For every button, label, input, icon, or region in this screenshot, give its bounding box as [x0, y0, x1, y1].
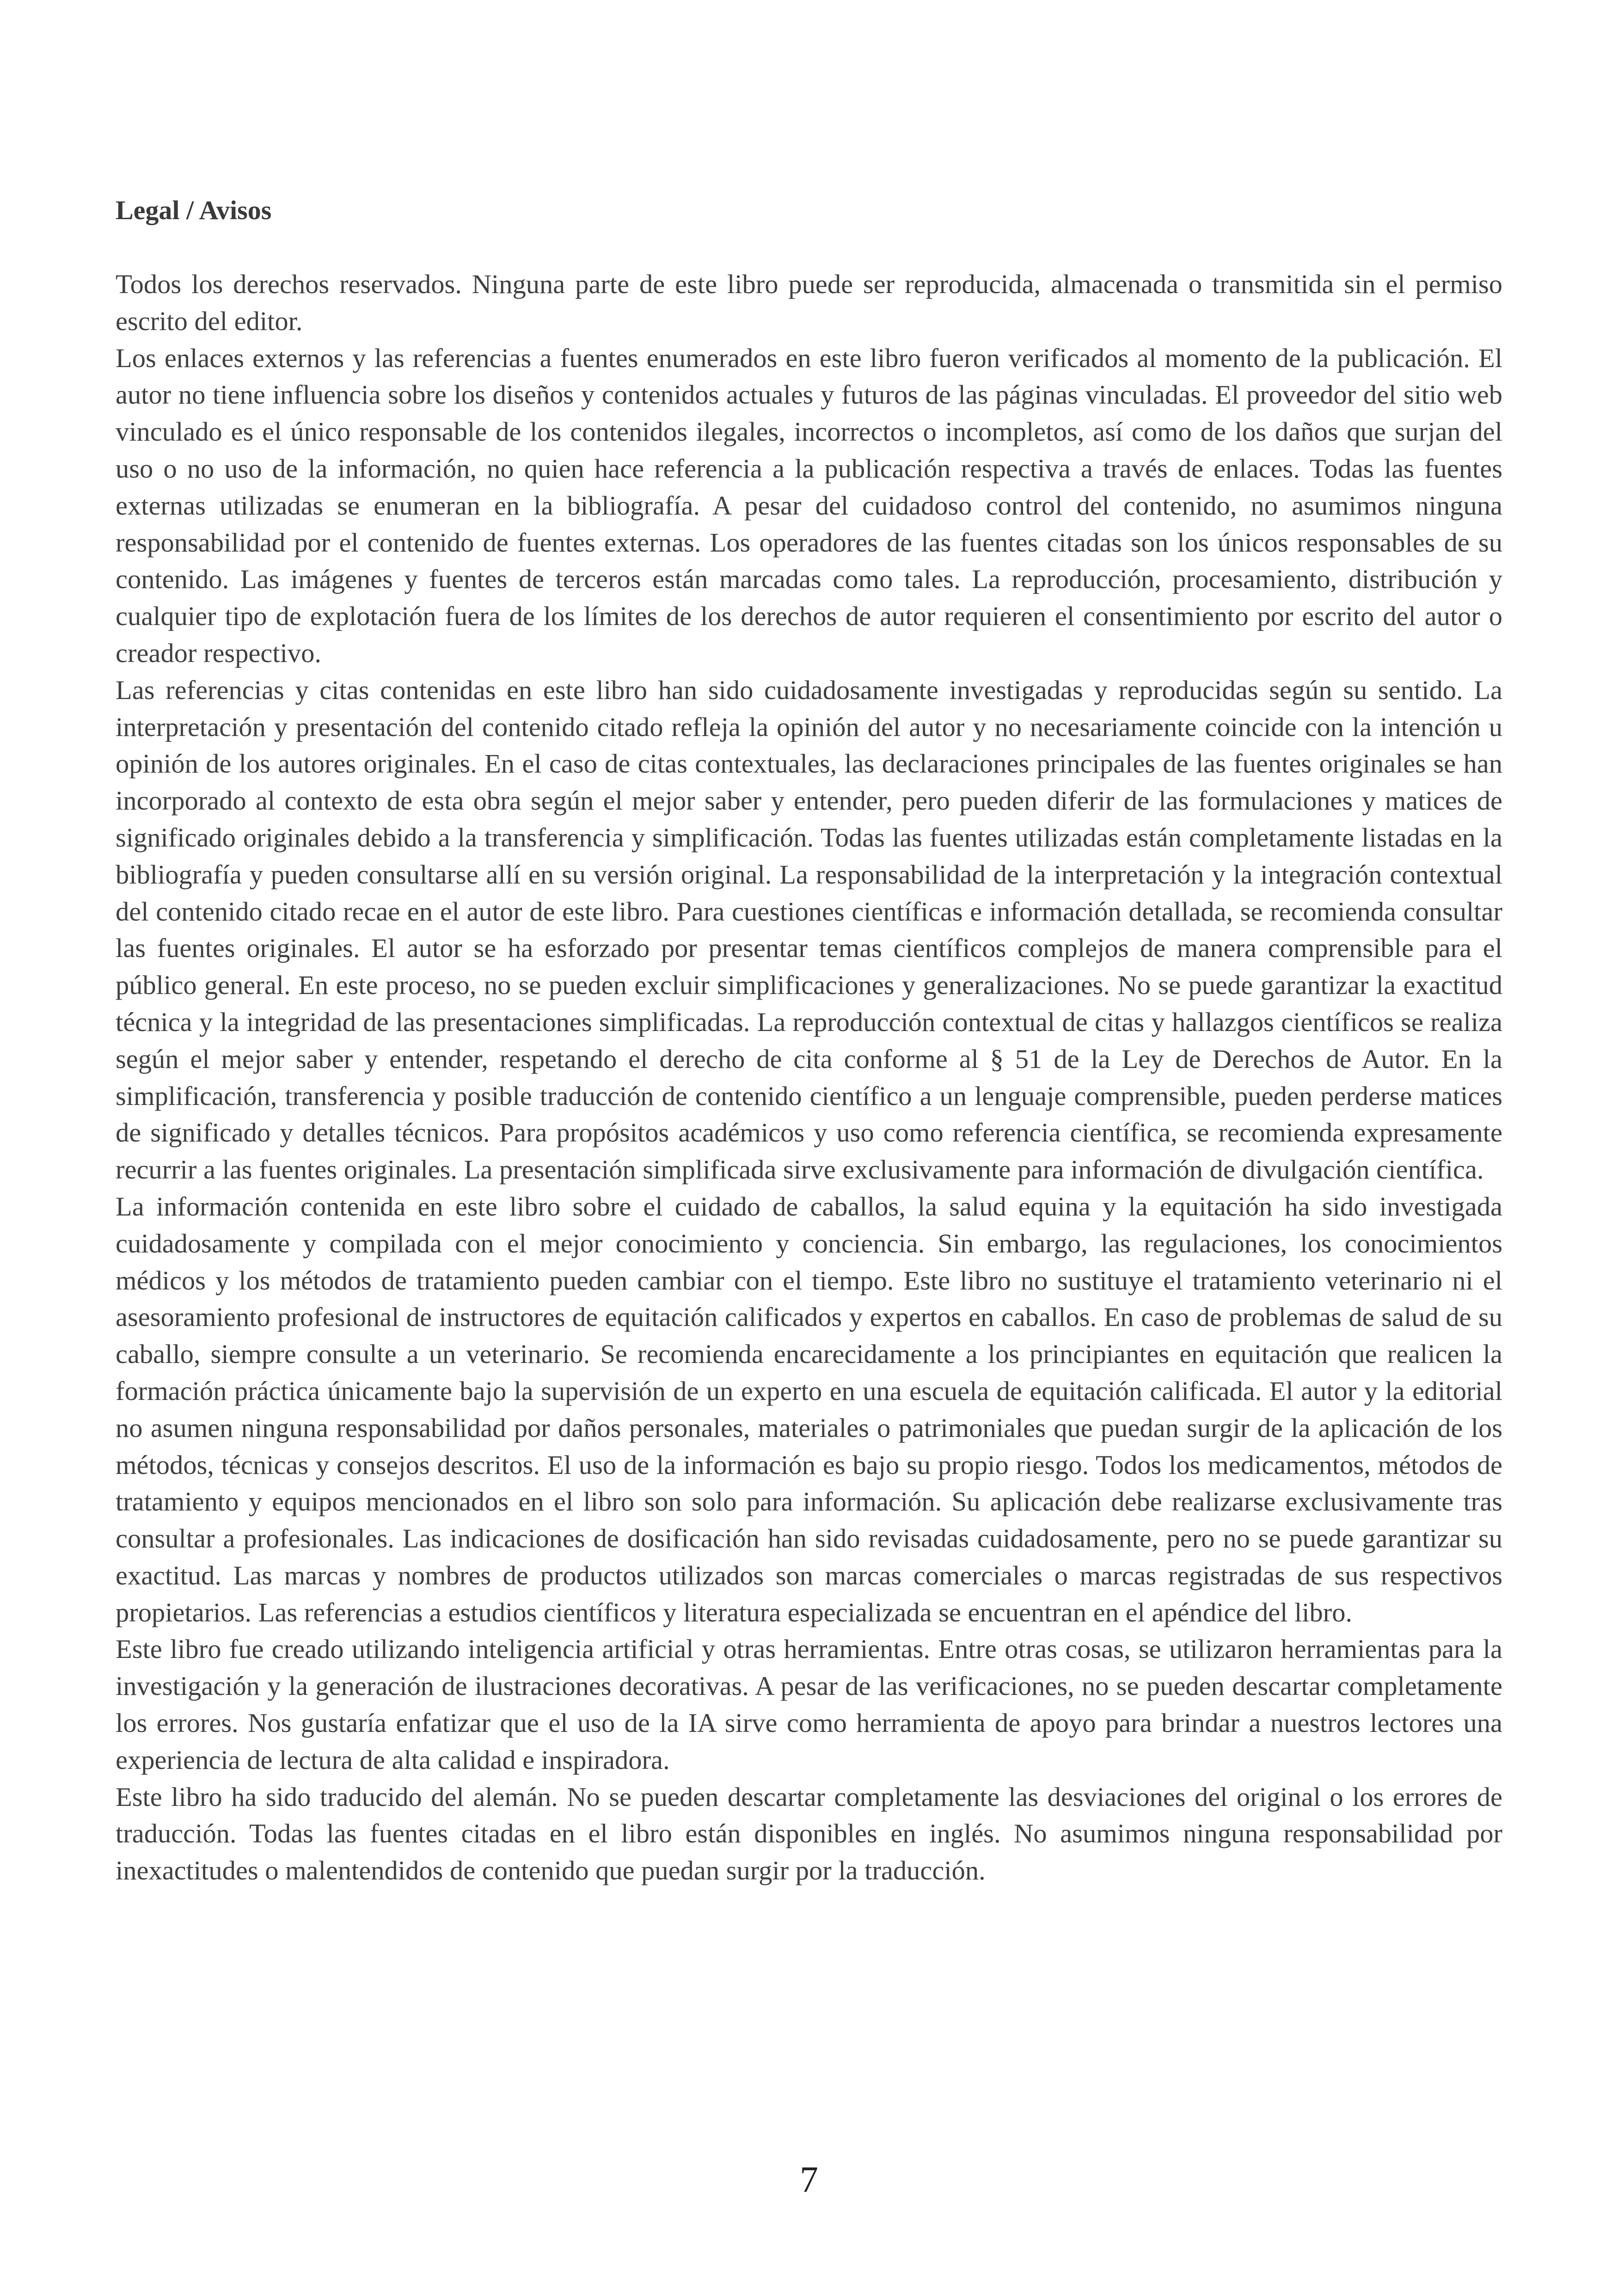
paragraph-ai-disclosure: Este libro fue creado utilizando inteligencia artificial y otras herramientas. Entre otras cosas, se utilizaron herramientas para la investigación y la generación de ilustraciones decorativas. A pesar de las verificaciones, no se pueden descartar completamente los errores. Nos gustaría enfatizar que el uso de la IA sirve como herramienta de apoyo para brindar a nuestros lectores una experiencia de lectura de alta calidad e inspiradora.	[116, 1634, 1502, 1775]
legal-notice-body	[116, 266, 1502, 1889]
paragraph-copyright: Todos los derechos reservados. Ninguna parte de este libro puede ser reproducida, almacenada o transmitida sin el permiso escrito del editor.	[116, 269, 1502, 336]
page-heading: Legal / Avisos	[116, 195, 272, 225]
page-number: 7	[800, 2160, 818, 2200]
paragraph-external-links: Los enlaces externos y las referencias a fuentes enumerados en este libro fueron verificados al momento de la publicación. El autor no tiene influencia sobre los diseños y contenidos actuales y futuros de las páginas vinculadas. El proveedor del sitio web vinculado es el único responsable de los contenidos ilegales, incorrectos o incompletos, así como de los daños que surjan del uso o no uso de la información, no quien hace referencia a la publicación respectiva a través de enlaces. Todas las fuentes externas utilizadas se enumeran en la bibliografía. A pesar del cuidadoso control del contenido, no asumimos ninguna responsabilidad por el contenido de fuentes externas. Los operadores de las fuentes citadas son los únicos responsables de su contenido. Las imágenes y fuentes de terceros están marcadas como tales. La reproducción, procesamiento, distribución y cualquier tipo de explotación fuera de los límites de los derechos de autor requieren el consentimiento por escrito del autor o creador respectivo.	[116, 343, 1502, 668]
paragraph-translation-notice: Este libro ha sido traducido del alemán. No se pueden descartar completamente las desviaciones del original o los errores de traducción. Todas las fuentes citadas en el libro están disponibles en inglés. No asumimos ninguna responsabilidad por inexactitudes o malentendidos de contenido que puedan surgir por la traducción.	[116, 1781, 1502, 1886]
paragraph-horse-care-disclaimer: La información contenida en este libro sobre el cuidado de caballos, la salud equina y la equitación ha sido investigada cuidadosamente y compilada con el mejor conocimiento y conciencia. Sin embargo, las regulaciones, los conocimientos médicos y los métodos de tratamiento pueden cambiar con el tiempo. Este libro no sustituye el tratamiento veterinario ni el asesoramiento profesional de instructores de equitación calificados y expertos en caballos. En caso de problemas de salud de su caballo, siempre consulte a un veterinario. Se recomienda encarecidamente a los principiantes en equitación que realicen la formación práctica únicamente bajo la supervisión de un experto en una escuela de equitación calificada. El autor y la editorial no asumen ninguna responsabilidad por daños personales, materiales o patrimoniales que puedan surgir de la aplicación de los métodos, técnicas y consejos descritos. El uso de la información es bajo su propio riesgo. Todos los medicamentos, métodos de tratamiento y equipos mencionados en el libro son solo para información. Su aplicación debe realizarse exclusivamente tras consultar a profesionales. Las indicaciones de dosificación han sido revisadas cuidadosamente, pero no se puede garantizar su exactitud. Las marcas y nombres de productos utilizados son marcas comerciales o marcas registradas de sus respectivos propietarios. Las referencias a estudios científicos y literatura especializada se encuentran en el apéndice del libro.	[116, 1191, 1502, 1627]
paragraph-citations: Las referencias y citas contenidas en este libro han sido cuidadosamente investigadas y reproducidas según su sentido. La interpretación y presentación del contenido citado refleja la opinión del autor y no necesariamente coincide con la intención u opinión de los autores originales. En el caso de citas contextuales, las declaraciones principales de las fuentes originales se han incorporado al contexto de esta obra según el mejor saber y entender, pero pueden diferir de las formulaciones y matices de significado originales debido a la transferencia y simplificación. Todas las fuentes utilizadas están completamente listadas en la bibliografía y pueden consultarse allí en su versión original. La responsabilidad de la interpretación y la integración contextual del contenido citado recae en el autor de este libro. Para cuestiones científicas e información detallada, se recomienda consultar las fuentes originales. El autor se ha esforzado por presentar temas científicos complejos de manera comprensible para el público general. En este proceso, no se pueden excluir simplificaciones y generalizaciones. No se puede garantizar la exactitud técnica y la integridad de las presentaciones simplificadas. La reproducción contextual de citas y hallazgos científicos se realiza según el mejor saber y entender, respetando el derecho de cita conforme al § 51 de la Ley de Derechos de Autor. En la simplificación, transferencia y posible traducción de contenido científico a un lenguaje comprensible, pueden perderse matices de significado y detalles técnicos. Para propósitos académicos y uso como referencia científica, se recomienda expresamente recurrir a las fuentes originales. La presentación simplificada sirve exclusivamente para información de divulgación científica.	[116, 675, 1502, 1185]
document-page	[116, 0, 1502, 2296]
